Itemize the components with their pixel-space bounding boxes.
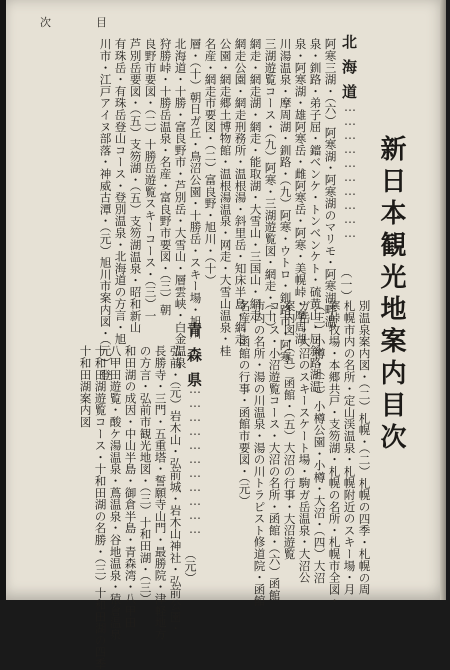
toc-column: 名産・函館の行事・函館市要図・（元） — [237, 300, 252, 507]
book-page — [6, 0, 446, 670]
toc-column: 和田湖の成因・中山半島・御倉半島・青森湾・八甲田 — [123, 345, 138, 629]
section-heading-aomori: 青森県 — [185, 322, 203, 397]
running-head-char: 次 — [40, 16, 51, 29]
toc-column: 寒峠牧場・本郷共戸・支笏湖・札幌の名所・札幌市全図・ — [327, 300, 342, 607]
toc-column: 有珠岳・有珠岳登山コース・登別温泉・北海道の方言・旭 — [113, 38, 128, 345]
page-number: （元） — [183, 548, 197, 584]
toc-column: 長勝寺・三門・五重塔・誓願寺山門・最勝院・津軽地方 — [153, 345, 168, 640]
toc-column: 案内図・（五）函館・（五）大沼の行事・大沼遊覧 — [282, 300, 297, 560]
toc-column: の方言・弘前市観光地図・（三）十和田湖・（三） — [138, 345, 153, 605]
toc-column: 川市・江戸アイヌ部落・神威古潭・（元）旭川市案内図・（元）登 — [98, 38, 113, 381]
toc-column: 市内の名所・湯の川温泉・湯の川トラピスト修道院・函館 — [252, 300, 267, 607]
toc-column: 三湖遊覧コース・（九）阿寒・三湖遊覧図・網走・（十） — [263, 38, 278, 334]
toc-column: 札幌市内の名所・定山渓温泉・札幌附近のスキー場・月 — [342, 300, 357, 595]
leader-dots: …………………………… — [188, 382, 202, 536]
toc-column: （三）小樽・（三）小樽公園・小樽・大沼・（四）大沼 — [312, 300, 327, 584]
page-title: 新日本観光地案内目次 — [376, 135, 406, 455]
toc-column: 十和田湖遊覧コース・十和田湖の名勝・（三）十和田湖の四季 — [93, 345, 108, 670]
toc-column: 泉・釧路・弟子屈・鐺ベンケ・トンベンケト・硫黄山・屈斜路湖温 — [308, 38, 323, 392]
toc-column: 公園・網走郷土博物館・温根湯温泉・网走・大雪山温泉・桂 — [218, 38, 233, 357]
toc-column: コース・小沼遊覧コース・大沼の名所・函館・（六）函館 — [267, 300, 282, 601]
running-head-char: 目 — [96, 16, 107, 29]
toc-column: 狩勝峠・十勝岳温泉・名産・富良野市要図・（三）朝 — [158, 38, 173, 316]
toc-column: 層・（十）朝日ガ丘・鳥沼公園・十勝岳・スキー場・旭川 — [188, 38, 203, 339]
toc-column: 北海道・十勝・富良野市・芦別岳・大雪山・層雲峡・白金温泉 — [173, 38, 188, 369]
toc-column: 泉・阿寒湖・雄阿寒岳・雌阿寒岳・阿寒・美幌峠・摩周湖 — [293, 38, 308, 345]
toc-column: 川湯温泉・摩周湖・釧路・（九）阿寒・ウトロ・釧路市・阿寒 — [278, 38, 293, 363]
toc-column: 良野市要図・（二）十勝岳遊覧スキーコース・（三）一 — [143, 38, 158, 322]
toc-column: 弘前・（元）岩木山・弘前城・岩木山神社・弘前公園・ — [168, 345, 183, 635]
toc-column: 八甲田遊覧・酸ケ湯温泉・蔦温泉・谷地温泉・猿倉温泉 — [108, 345, 123, 640]
toc-column: 網走・網走湖・網走・能取湖・大雪山・三国山・網走 — [248, 38, 263, 322]
book-gutter — [440, 0, 446, 600]
page-number: （一） — [339, 266, 353, 302]
toc-column: 網走公園・網走刑務所・温根湯・斜里岳・知床半島・網走 — [233, 38, 248, 345]
toc-column: 芦別岳要図・（五）支笏湖・（五）支笏湖温泉・昭和新山 — [128, 38, 143, 334]
toc-column: ガ岳・大沼のスキースケート場・駒ガ岳温泉・大沼公 — [297, 300, 312, 584]
toc-column: 阿寒三湖・（六）阿寒湖・阿寒湖のマリモ・阿寒湖畔温 — [323, 38, 338, 328]
toc-column: 名産・網走市要図・（二）富良野・旭川・（十） — [203, 38, 218, 286]
toc-column: 十和田湖案内図 — [78, 345, 93, 428]
section-heading-hokkaido: 北海道 — [340, 34, 358, 109]
leader-dots: ………………………… — [343, 100, 357, 240]
toc-column: 別温泉案内図・（二）札幌・（二）札幌の四季・札幌の周 — [357, 300, 372, 596]
